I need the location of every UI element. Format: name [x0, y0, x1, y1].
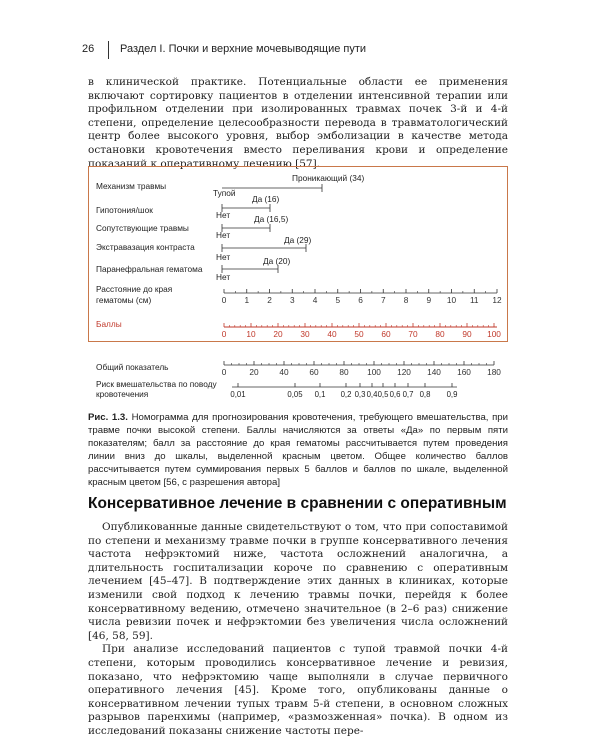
option-hypotension-yes: Да (16) — [252, 194, 280, 204]
total-tick-label: 100 — [367, 367, 381, 377]
option-extravasation-yes: Да (29) — [284, 235, 312, 245]
distance-tick-label: 1 — [244, 295, 250, 305]
points-tick-label: 50 — [354, 329, 364, 339]
distance-tick-label: 11 — [469, 295, 479, 305]
points-tick-label: 70 — [408, 329, 418, 339]
total-tick-label: 60 — [309, 367, 319, 377]
distance-tick-label: 6 — [358, 295, 363, 305]
row-label-concomitant: Сопутствующие травмы — [96, 223, 189, 233]
total-tick-label: 0 — [221, 367, 227, 377]
body-paragraph-2: При анализе исследований пациентов с тупой травмой почки 4-й степени, которым проводились консервативное лечение и ревизия, показано, что нефрэктомию чаще выполняли в случае первичного оперативного лечения [45]. Кроме того, опубликованы данные о консервативном лечении тупых травм 5-й степени, в основном сложных разрывов паренхимы (например, «размозженная» почка). В одном из исследований показаны снижение частоты пере- — [88, 643, 508, 737]
distance-tick-label: 2 — [267, 295, 272, 305]
points-tick-label: 10 — [246, 329, 256, 339]
option-concomitant-yes: Да (16,5) — [254, 214, 289, 224]
page-number: 26 — [82, 43, 95, 55]
option-extravasation-no: Нет — [216, 252, 231, 262]
intro-text: в клинической практике. Потенциальные области ее применения включают сортировку пациентов в отделении интенсивной терапии или профильном отделении при изолированных травмах почек 3-й и 4-й степени, определение целесообразности перевода в травматологический центр более высокого уровня, выбор эмболизации в качестве метода остановки кровотечения вместо переливания крови и определение показаний к оперативному лечению [57]. — [88, 76, 508, 170]
points-label: Баллы — [96, 319, 122, 329]
points-tick-label: 80 — [435, 329, 445, 339]
total-tick-label: 20 — [249, 367, 259, 377]
option-penetrating: Проникающий (34) — [292, 173, 365, 183]
risk-tick-label: 0,1 — [314, 390, 326, 399]
distance-tick-label: 12 — [492, 295, 502, 305]
row-label-extravasation: Экстравазация контраста — [96, 242, 195, 252]
option-hematoma-no: Нет — [216, 272, 231, 282]
risk-tick-label: 0,01 — [230, 390, 246, 399]
distance-tick-label: 10 — [446, 295, 457, 305]
caption-text: Номограмма для прогнозирования кровотечения, требующего вмешательства, при травме почки высокой степени. Баллы начисляются за ответы «Да» по первым пяти показателям; балл за расстояние до края гематомы рассчитывается путем проведения линии вниз до шкалы, выделенной красным цветом. Общее количество баллов рассчитывается путем суммирования первых 5 баллов и баллов по шкале, выделенной красным цветом [56, с разрешения автора] — [88, 412, 508, 488]
risk-tick-label: 0,6 — [389, 390, 401, 399]
distance-label-line1: Расстояние до края — [96, 284, 173, 294]
distance-tick-label: 3 — [289, 295, 295, 305]
total-tick-label: 140 — [427, 367, 441, 377]
row-label-hematoma: Паранефральная гематома — [96, 264, 203, 274]
risk-tick-label: 0,05 — [287, 390, 303, 399]
row-label-mechanism: Механизм травмы — [96, 181, 167, 191]
option-blunt: Тупой — [213, 188, 236, 198]
risk-tick-label: 0,3 — [354, 390, 366, 399]
distance-tick-label: 8 — [403, 295, 409, 305]
points-tick-label: 30 — [300, 329, 310, 339]
caption-label: Рис. 1.3. — [88, 412, 128, 423]
risk-tick-label: 0,5 — [377, 390, 389, 399]
total-tick-label: 80 — [339, 367, 349, 377]
total-tick-label: 160 — [457, 367, 471, 377]
risk-label-line2: кровотечения — [96, 389, 149, 399]
option-concomitant-no: Нет — [216, 230, 231, 240]
points-tick-label: 40 — [327, 329, 337, 339]
risk-tick-label: 0,9 — [446, 390, 458, 399]
section-heading: Консервативное лечение в сравнении с оперативным — [88, 495, 507, 512]
points-tick-label: 90 — [462, 329, 472, 339]
risk-tick-label: 0,8 — [419, 390, 431, 399]
distance-tick-label: 7 — [380, 295, 386, 305]
total-tick-label: 40 — [279, 367, 289, 377]
total-tick-label: 180 — [487, 367, 501, 377]
total-label: Общий показатель — [96, 362, 169, 372]
points-tick-label: 0 — [221, 329, 227, 339]
risk-tick-label: 0,4 — [366, 390, 378, 399]
points-tick-label: 20 — [273, 329, 283, 339]
distance-tick-label: 9 — [426, 295, 432, 305]
distance-label-line2: гематомы (см) — [96, 295, 152, 305]
figure-caption — [88, 411, 508, 489]
risk-label-line1: Риск вмешательства по поводу — [96, 379, 217, 389]
body-text — [88, 521, 508, 739]
points-tick-label: 60 — [381, 329, 391, 339]
total-tick-label: 120 — [397, 367, 411, 377]
section-title: Раздел I. Почки и верхние мочевыводящие пути — [120, 43, 367, 55]
risk-tick-label: 0,7 — [402, 390, 414, 399]
points-tick-label: 100 — [487, 329, 501, 339]
distance-tick-label: 4 — [312, 295, 318, 305]
distance-tick-label: 5 — [335, 295, 341, 305]
option-hematoma-yes: Да (20) — [263, 256, 291, 266]
distance-tick-label: 0 — [221, 295, 227, 305]
option-hypotension-no: Нет — [216, 210, 231, 220]
risk-tick-label: 0,2 — [340, 390, 352, 399]
body-paragraph-1: Опубликованные данные свидетельствуют о том, что при сопоставимой по степени и механизму травме почки в группе консервативного лечения частота нефрэктомий ниже, частота осложнений аналогична, а длительность госпитализации короче по сравнению с оперативным лечением [45–47]. В подтверждение этих данных в клиниках, которые изменили свой подход к лечению травмы почки, перейдя к более консервативному ведению, отмечено значительное (в 2–6 раз) снижение числа ревизии почек и нефрэктомии без увеличения числа осложнений [46, 58, 59]. — [88, 521, 508, 642]
row-label-hypotension: Гипотония/шок — [96, 205, 153, 215]
